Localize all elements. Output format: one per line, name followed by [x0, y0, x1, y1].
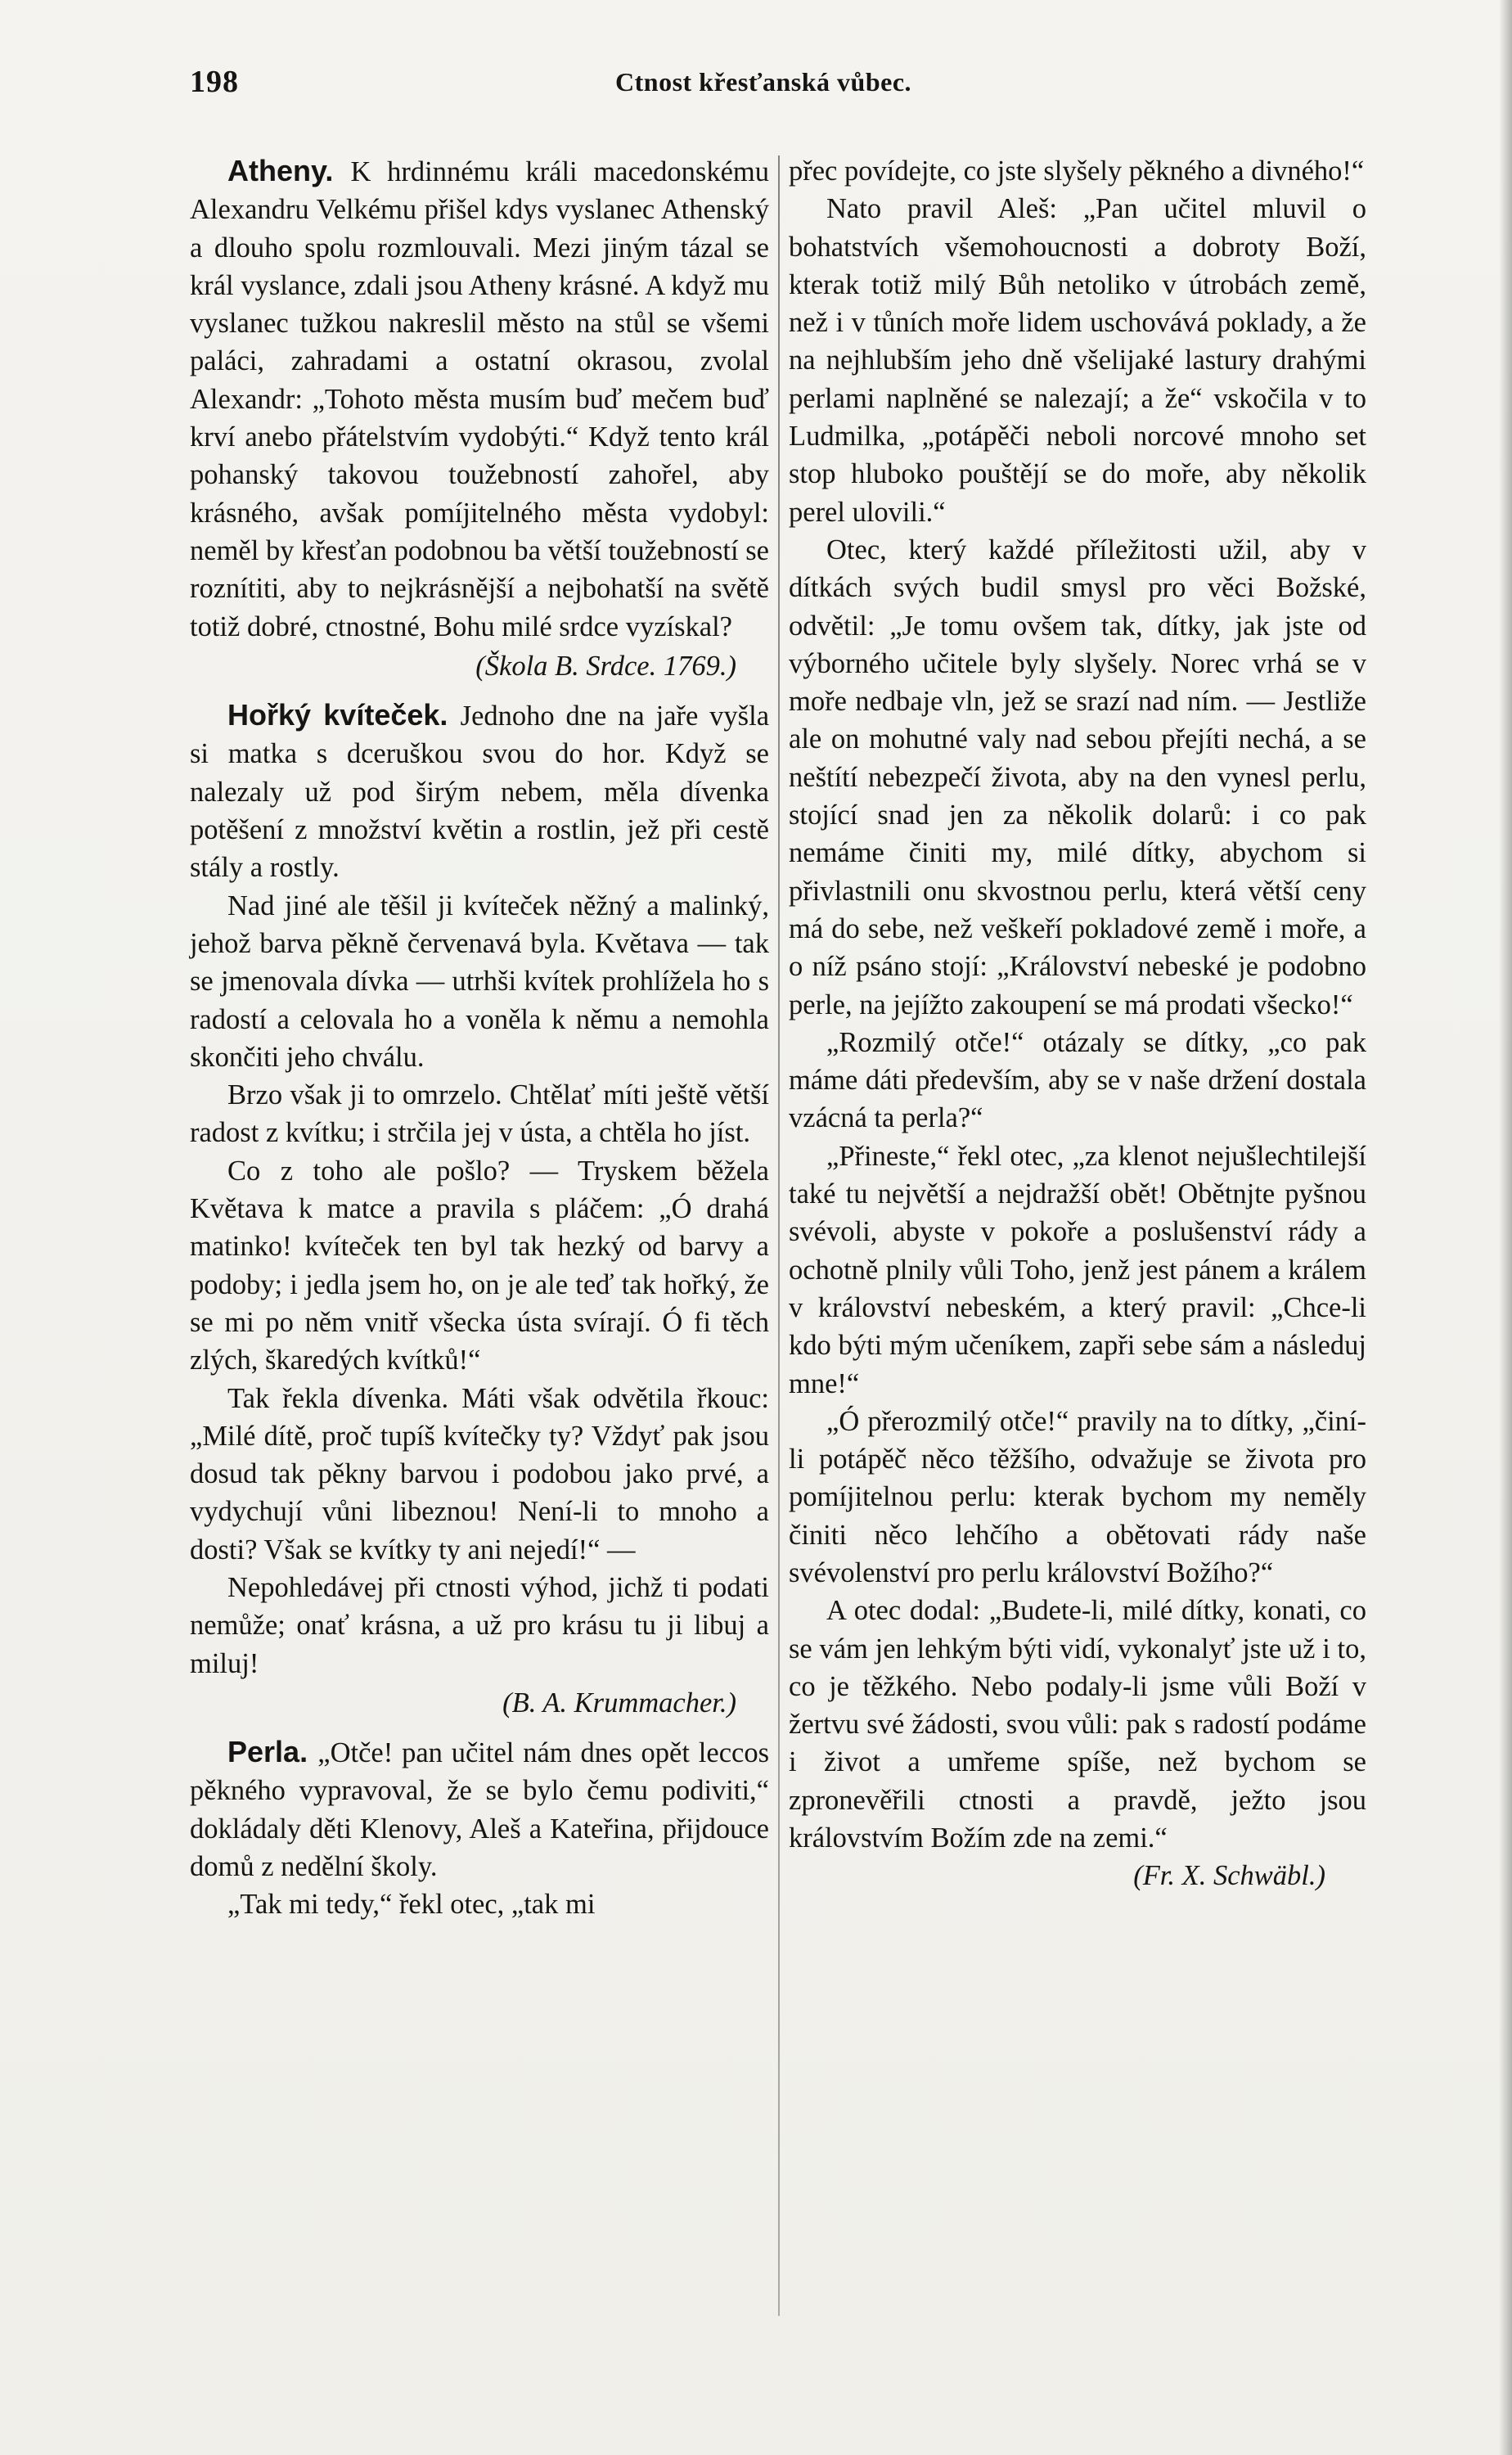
- story-perla-p8-text: A otec dodal: „Budete-li, milé dítky, konati, co se vám jen lehkým býti vidí, vykonalyť jste už i to, co je těžkého. Nebo podaly-li jsme vůli Boží v žertvu své žádosti, svou vůli: pak s radostí podáme i život a umřeme spíše, než bychom se zpronevěřili ctnosti a pravdě, ježto jsou královstvím Božím zde na zemi.“: [789, 1595, 1366, 1854]
- story-perla-p8: [789, 1592, 1366, 1892]
- story-perla-paragraph: [190, 1733, 769, 1885]
- story-title-atheny: Atheny.: [227, 154, 351, 187]
- story-horky-p2: Nad jiné ale těšil ji kvíteček něžný a malinký, jehož barva pěkně červenavá byla. Květava — tak se jmenovala dívka — utrhši kvítek prohlížela ho s radostí a celovala ho a voněla k němu a nemohla skončiti jeho chválu.: [190, 890, 769, 1073]
- story-perla-p6: „Přineste,“ řekl otec, „za klenot nejušlechtilejší také tu největší a nejdražší obět! Obětnjte pyšnou svévoli, abyste v pokoře a poslušenství rády a ochotně plnily vůli Toho, jenž jest pánem a králem v království nebeském, a který pravil: „Chce-li kdo býti mým učeníkem, zapři sebe sám a následuj mne!“: [789, 1140, 1366, 1399]
- running-title: Ctnost křesťanská vůbec.: [615, 67, 912, 97]
- story-horky-p6: Nepohledávej při ctnosti výhod, jichž ti podati nemůže; onať krásna, a už pro krásu tu ji libuj a miluj!: [190, 1571, 769, 1679]
- story-perla-p2: „Tak mi tedy,“ řekl otec, „tak mi: [227, 1889, 596, 1921]
- story-horky-paragraph: [190, 696, 769, 886]
- story-title-perla: Perla.: [227, 1735, 318, 1769]
- scan-edge-shadow: [1499, 0, 1512, 2455]
- column-divider: [778, 155, 780, 2316]
- right-column: [789, 152, 1366, 1895]
- story-atheny-paragraph: [190, 152, 769, 646]
- source-atheny: (Škola B. Srdce. 1769.): [475, 650, 736, 682]
- story-horky-p3: Brzo však ji to omrzelo. Chtělať míti ještě větší radost z kvítku; i strčila jej v ústa, a chtěla ho jíst.: [190, 1079, 769, 1149]
- story-perla-p3: Nato pravil Aleš: „Pan učitel mluvil o bohatstvích všemohoucnosti a dobroty Boží, kterak totiž milý Bůh netoliko v útrobách země, než i v tůních moře lidem uschovává poklady, a že na nejhlubším jeho dně všelijaké lastury drahými perlami naplněné se nalezají; a že“ vskočila v to Ludmilka, „potápěči neboli norcové mnoho set stop hluboko pouštějí se do moře, aby několik perel ulovili.“: [789, 193, 1366, 528]
- page-number: 198: [190, 65, 239, 99]
- story-horky-text: Jednoho dne na jaře vyšla si matka s dceruškou svou do hor. Když se nalezaly už pod širým nebem, měla dívenka potěšení z množství květin a rostlin, jež při cestě stály a rostly.: [190, 700, 770, 884]
- story-atheny-text: K hrdinnému králi macedonskému Alexandru Velkému přišel kdys vyslanec Athenský a dlouho spolu rozmlouvali. Mezi jiným tázal se král vyslance, zdali jsou Atheny krásné. A když mu vyslanec tužkou nakreslil město na stůl se všemi paláci, zahradami a ostatní okrasou, zvolal Alexandr: „Tohoto města musím buď mečem buď krví anebo přátelstvím vydobýti.“ Když tento král pohanský takovou toužebností zahořel, aby krásného, avšak pomíjitelného města vydobyl: neměl by křesťan podobnou ba větší toužebností se roznítiti, aby to nejkrásnější a nejbohatší na světě totiž dobré, ctnostné, Bohu milé srdce vyzískal?: [190, 156, 769, 642]
- story-perla-p7: „Ó přerozmilý otče!“ pravily na to dítky, „činí-li potápěč něco těžšího, odvažuje se života pro pomíjitelnou perlu: kterak bychom my neměly činiti něco lehčího a obětovati rády naše svévolenství pro perlu království Božího?“: [789, 1405, 1366, 1588]
- story-perla-p5: „Rozmilý otče!“ otázaly se dítky, „co pak máme dáti především, aby se v naše držení dostala vzácná ta perla?“: [789, 1026, 1366, 1134]
- story-horky-p5: Tak řekla dívenka. Máti však odvětila řkouc: „Milé dítě, proč tupíš kvítečky ty? Vždyť pak jsou dosud tak pěkny barvou i podobou jako prvé, a vydychují vůni libeznou! Není-li to mnoho a dosti? Však se kvítky ty ani nejedí!“ —: [190, 1382, 769, 1565]
- story-title-hork-kvitecek: Hořký kvíteček.: [227, 698, 461, 732]
- story-perla-p4: Otec, který každé příležitosti užil, aby v dítkách svých budil smysl pro věci Božské, odvětil: „Je tomu ovšem tak, dítky, jak jste od výborného učitele byly slyšely. Norec vrhá se v moře nedbaje vln, jež se srazí nad ním. — Jestliže ale on mohutné valy nad sebou přejíti nechá, a se neštítí nebezpečí života, aby na den vynesl perlu, stojící snad jen za několik dolarů: i co pak nemáme činiti my, milé dítky, abychom si přivlastnili onu skvostnou perlu, která větší ceny má do sebe, než veškeří pokladové země i moře, a o níž psáno stojí: „Království nebeské je podobno perle, na jejížto zakoupení se má prodati všecko!“: [789, 534, 1366, 1020]
- left-column: [190, 152, 769, 1924]
- story-perla-p2-continued: přec povídejte, co jste slyšely pěkného a divného!“: [789, 155, 1365, 187]
- source-schwabl: (Fr. X. Schwäbl.): [1133, 1860, 1325, 1892]
- page-header: [190, 64, 1384, 113]
- story-perla-text: „Otče! pan učitel nám dnes opět leccos pěkného vypravoval, že se bylo čemu podiviti,“ dokládaly děti Klenovy, Aleš a Kateřina, přijdouce domů z nedělní školy.: [190, 1737, 769, 1883]
- source-krummacher: (B. A. Krummacher.): [502, 1687, 736, 1718]
- story-horky-p4: Co z toho ale pošlo? — Tryskem běžela Květava k matce a pravila s pláčem: „Ó drahá matinko! kvíteček ten byl tak hezký od barvy a podoby; i jedla jsem ho, on je ale teď tak hořký, že se mi po něm vnitř všecka ústa svírají. Ó fi těch zlých, škaredých kvítků!“: [190, 1155, 769, 1376]
